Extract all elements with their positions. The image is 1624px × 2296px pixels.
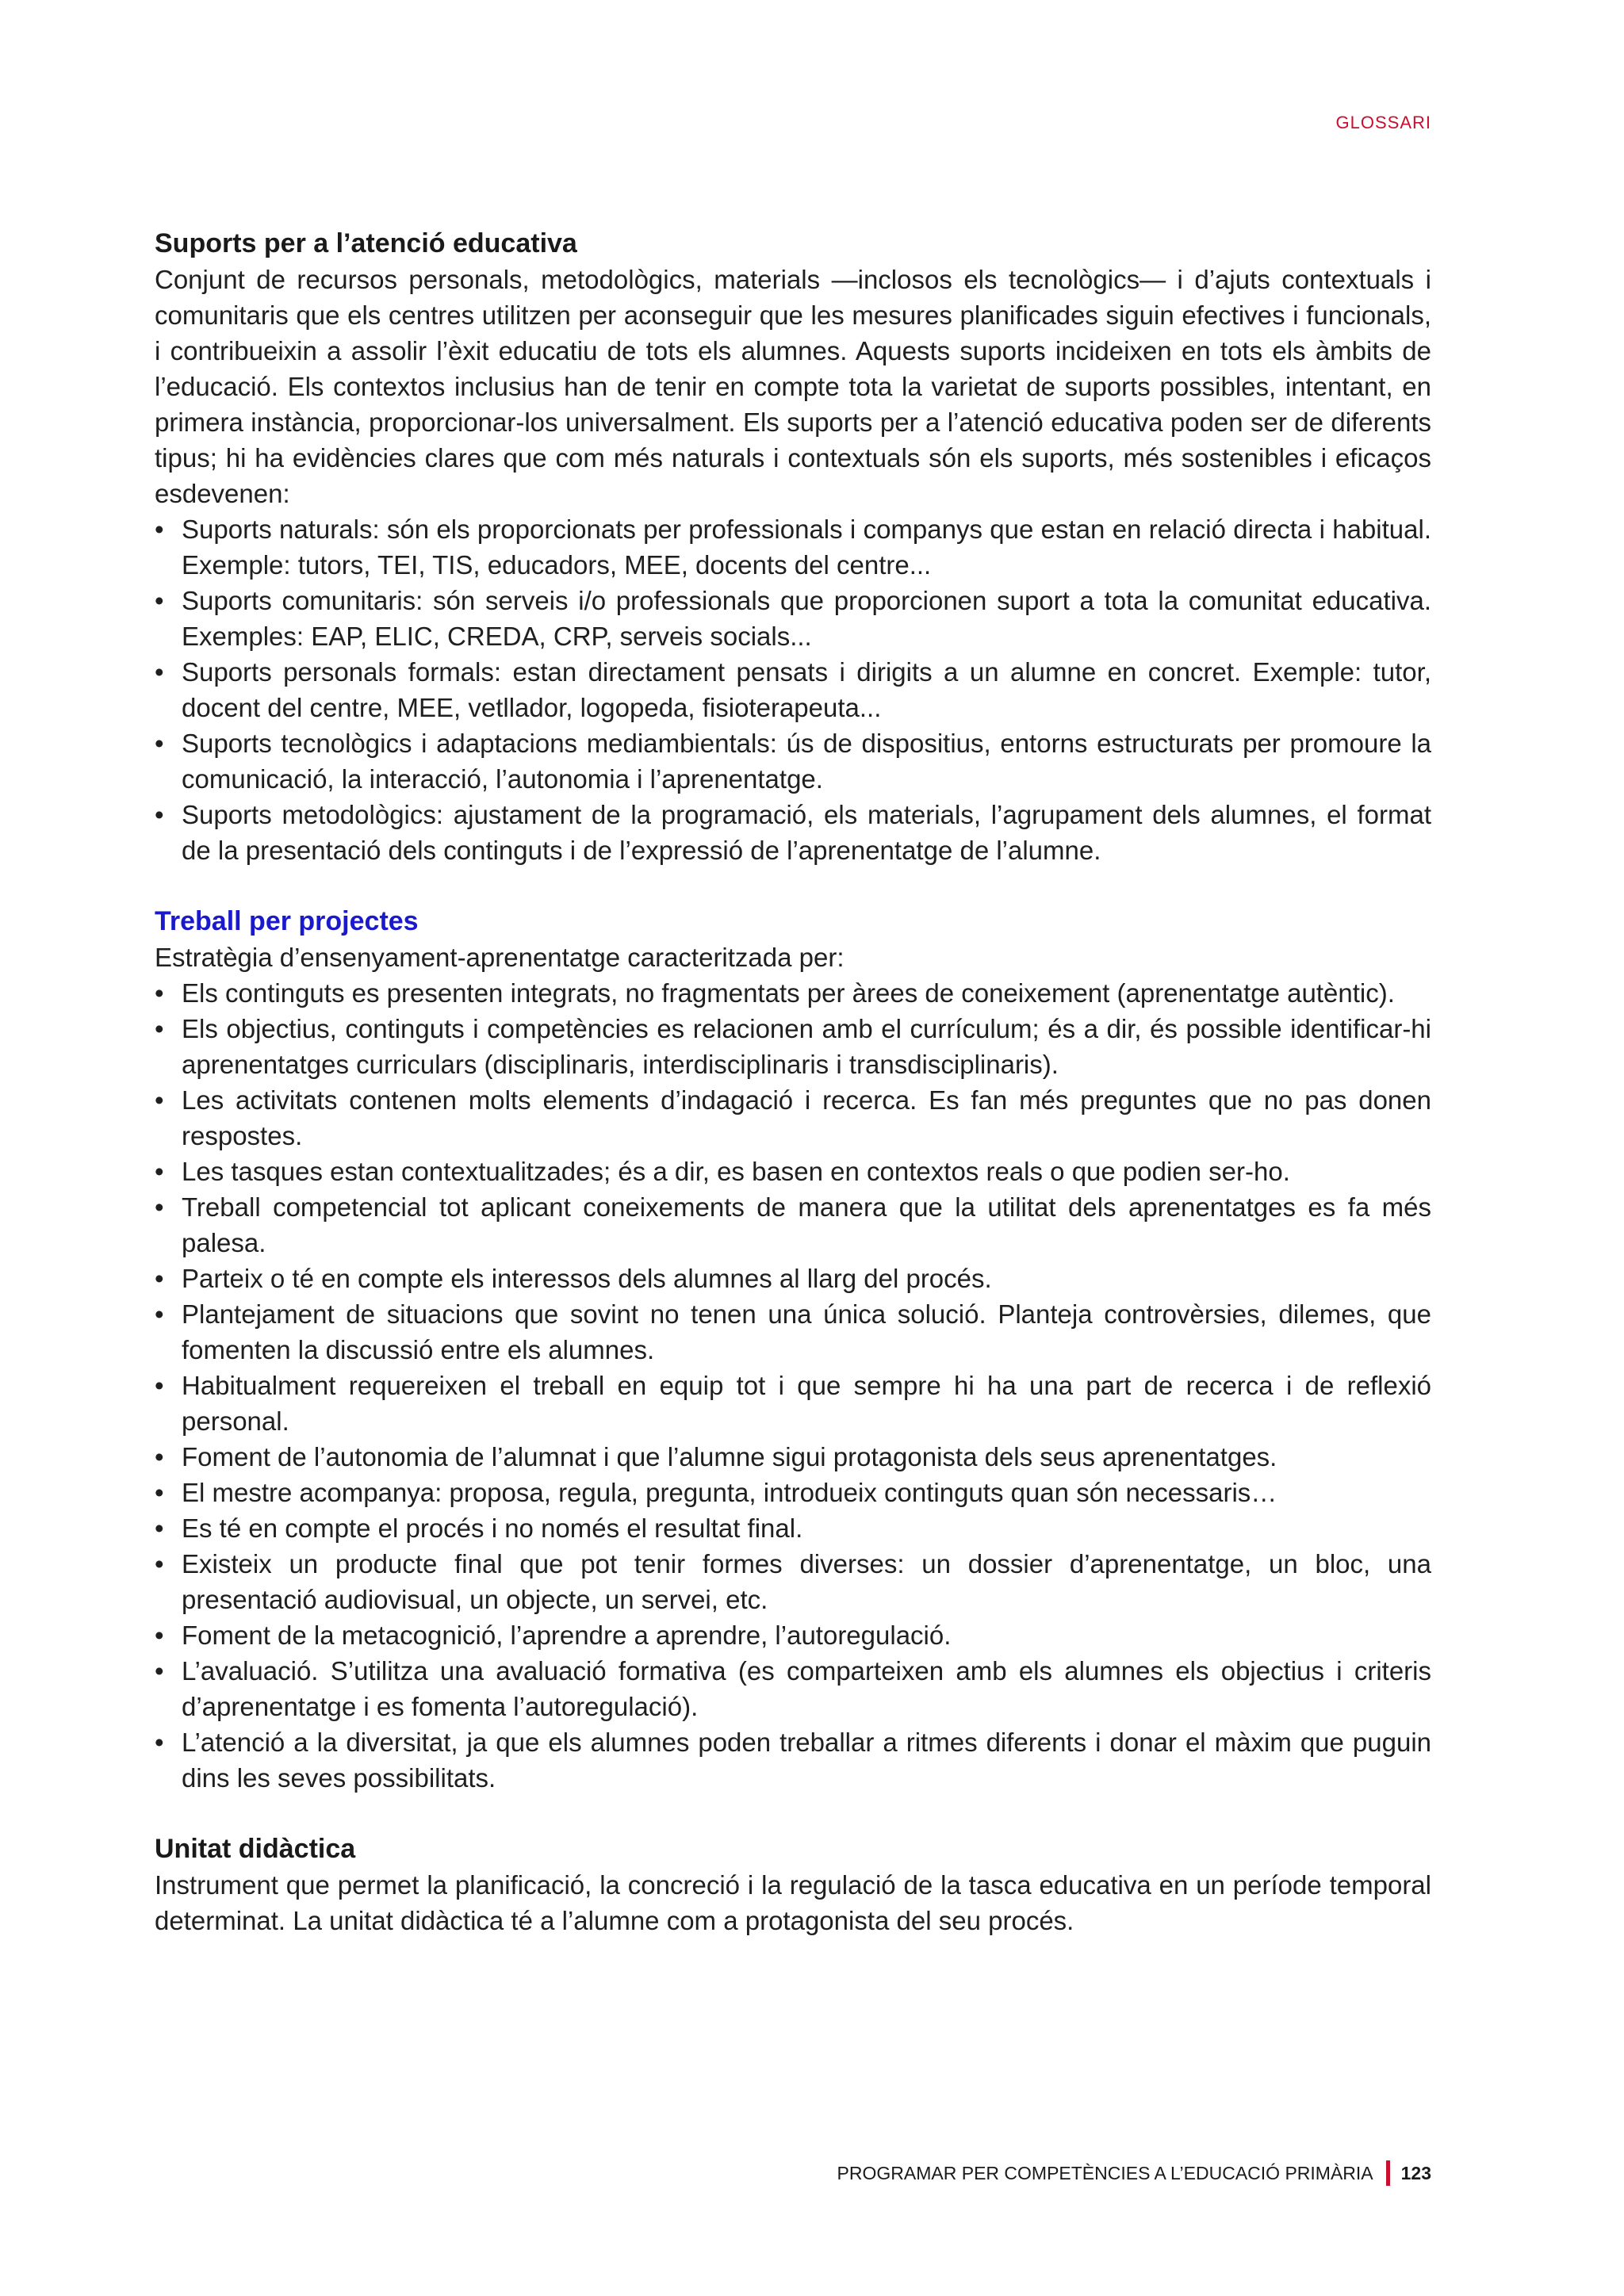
bullet-icon: •	[155, 1728, 164, 1757]
bullet-icon: •	[155, 1442, 164, 1471]
bullet-icon: •	[155, 1192, 164, 1222]
list-item	[155, 797, 1431, 868]
list-item	[155, 1011, 1431, 1082]
list-item	[155, 1617, 1431, 1653]
list-item-text: Es té en compte el procés i no només el resultat final.	[182, 1513, 803, 1543]
list-item	[155, 583, 1431, 654]
bullet-icon: •	[155, 1157, 164, 1186]
list-item	[155, 1475, 1431, 1510]
bullet-icon: •	[155, 1085, 164, 1115]
page-footer	[837, 2160, 1431, 2186]
glossary-definition: Instrument que permet la planificació, la concreció i la regulació de la tasca educativa en un període temporal determinat. La unitat didàctica té a l’alumne com a protagonista del seu procés.	[155, 1870, 1431, 1935]
bullet-icon: •	[155, 1299, 164, 1329]
bullet-icon: •	[155, 800, 164, 829]
list-item	[155, 1546, 1431, 1617]
list-item-text: Suports comunitaris: són serveis i/o professionals que proporcionen suport a tota la comunitat educativa. Exemples: EAP, ELIC, CREDA, CRP, serveis socials...	[182, 586, 1431, 651]
page-number: 123	[1400, 2162, 1431, 2183]
list-item-text: L’atenció a la diversitat, ja que els alumnes poden treballar a ritmes diferents i donar el màxim que puguin dins les seves possibilitats.	[182, 1728, 1431, 1793]
list-item	[155, 1724, 1431, 1796]
bullet-icon: •	[155, 657, 164, 687]
list-item-text: Suports tecnològics i adaptacions mediambientals: ús de dispositius, entorns estructurats per promoure la comunicació, la interacció, l’autonomia i l’aprenentatge.	[182, 729, 1431, 794]
list-item-text: L’avaluació. S’utilitza una avaluació formativa (es comparteixen amb els alumnes els objectius i criteris d’aprenentatge i es fomenta l’autoregulació).	[182, 1656, 1431, 1721]
list-item	[155, 1653, 1431, 1724]
list-item	[155, 1296, 1431, 1368]
list-item-text: Plantejament de situacions que sovint no tenen una única solució. Planteja controvèrsies, dilemes, que fomenten la discussió entre els alumnes.	[182, 1299, 1431, 1364]
list-item-text: Els continguts es presenten integrats, no fragmentats per àrees de coneixement (aprenentatge autèntic).	[182, 978, 1395, 1008]
bullet-list	[155, 511, 1431, 868]
bullet-icon: •	[155, 1371, 164, 1400]
glossary-content	[155, 226, 1431, 1974]
list-item-text: Suports naturals: són els proporcionats per professionals i companys que estan en relació directa i habitual. Exemple: tutors, TEI, TIS, educadors, MEE, docents del centre...	[182, 515, 1431, 580]
glossary-definition: Conjunt de recursos personals, metodològics, materials —inclosos els tecnològics— i d’ajuts contextuals i comunitaris que els centres utilitzen per aconseguir que les mesures planificades siguin efectives i funcionals, i contribueixin a assolir l’èxit educatiu de tots els alumnes. Aquests suports incideixen en tots els àmbits de l’educació. Els contextos inclusius han de tenir en compte tota la varietat de suports possibles, intentant, en primera instància, proporcionar-los universalment. Els suports per a l’atenció educativa poden ser de diferents tipus; hi ha evidències clares que com més naturals i contextuals són els suports, més sostenibles i eficaços esdevenen:	[155, 265, 1431, 508]
list-item-text: Les tasques estan contextualitzades; és a dir, es basen en contextos reals o que podien ser-ho.	[182, 1157, 1290, 1186]
list-item	[155, 725, 1431, 797]
list-item-text: Parteix o té en compte els interessos dels alumnes al llarg del procés.	[182, 1264, 992, 1293]
bullet-icon: •	[155, 978, 164, 1008]
bullet-icon: •	[155, 1014, 164, 1043]
bullet-icon: •	[155, 1621, 164, 1650]
list-item	[155, 511, 1431, 583]
running-header: GLOSSARI	[1335, 113, 1431, 132]
list-item-text: Foment de l’autonomia de l’alumnat i que l’alumne sigui protagonista dels seus aprenentatges.	[182, 1442, 1277, 1471]
bullet-icon: •	[155, 1656, 164, 1686]
list-item	[155, 654, 1431, 725]
list-item-text: El mestre acompanya: proposa, regula, pregunta, introdueix continguts quan són necessaris…	[182, 1478, 1277, 1507]
list-item	[155, 1368, 1431, 1439]
glossary-term: Suports per a l’atenció educativa	[155, 228, 577, 258]
bullet-icon: •	[155, 1478, 164, 1507]
glossary-definition: Estratègia d’ensenyament-aprenentatge caracteritzada per:	[155, 943, 845, 972]
bullet-icon: •	[155, 1549, 164, 1578]
list-item-text: Les activitats contenen molts elements d’indagació i recerca. Es fan més preguntes que no pas donen respostes.	[182, 1085, 1431, 1150]
list-item	[155, 1154, 1431, 1189]
bullet-icon: •	[155, 586, 164, 615]
bullet-icon: •	[155, 1264, 164, 1293]
footer-separator	[1386, 2160, 1390, 2186]
glossary-term: Unitat didàctica	[155, 1834, 356, 1864]
list-item-text: Suports personals formals: estan directament pensats i dirigits a un alumne en concret. Exemple: tutor, docent del centre, MEE, vetllador, logopeda, fisioterapeuta...	[182, 657, 1431, 722]
list-item	[155, 1261, 1431, 1296]
list-item	[155, 1439, 1431, 1475]
bullet-icon: •	[155, 515, 164, 544]
list-item-text: Els objectius, continguts i competències es relacionen amb el currículum; és a dir, és possible identificar-hi aprenentatges curriculars (disciplinaris, interdisciplinaris i transdisciplinaris).	[182, 1014, 1431, 1079]
glossary-entry	[155, 904, 1431, 1796]
list-item	[155, 975, 1431, 1011]
glossary-term-highlighted: Treball per projectes	[155, 906, 419, 936]
list-item-text: Suports metodològics: ajustament de la programació, els materials, l’agrupament dels alumnes, el format de la presentació dels continguts i de l’expressió de l’aprenentatge de l’alumne.	[182, 800, 1431, 865]
list-item-text: Existeix un producte final que pot tenir formes diverses: un dossier d’aprenentatge, un bloc, una presentació audiovisual, un objecte, un servei, etc.	[182, 1549, 1431, 1614]
list-item-text: Treball competencial tot aplicant coneixements de manera que la utilitat dels aprenentatges es fa més palesa.	[182, 1192, 1431, 1257]
bullet-icon: •	[155, 729, 164, 758]
bullet-icon: •	[155, 1513, 164, 1543]
list-item	[155, 1189, 1431, 1261]
glossary-entry	[155, 226, 1431, 868]
bullet-list	[155, 975, 1431, 1796]
book-title: PROGRAMAR PER COMPETÈNCIES A L’EDUCACIÓ PRIMÀRIA	[837, 2162, 1373, 2183]
glossary-entry	[155, 1831, 1431, 1938]
list-item-text: Habitualment requereixen el treball en equip tot i que sempre hi ha una part de recerca i de reflexió personal.	[182, 1371, 1431, 1436]
list-item	[155, 1082, 1431, 1154]
list-item-text: Foment de la metacognició, l’aprendre a aprendre, l’autoregulació.	[182, 1621, 952, 1650]
list-item	[155, 1510, 1431, 1546]
